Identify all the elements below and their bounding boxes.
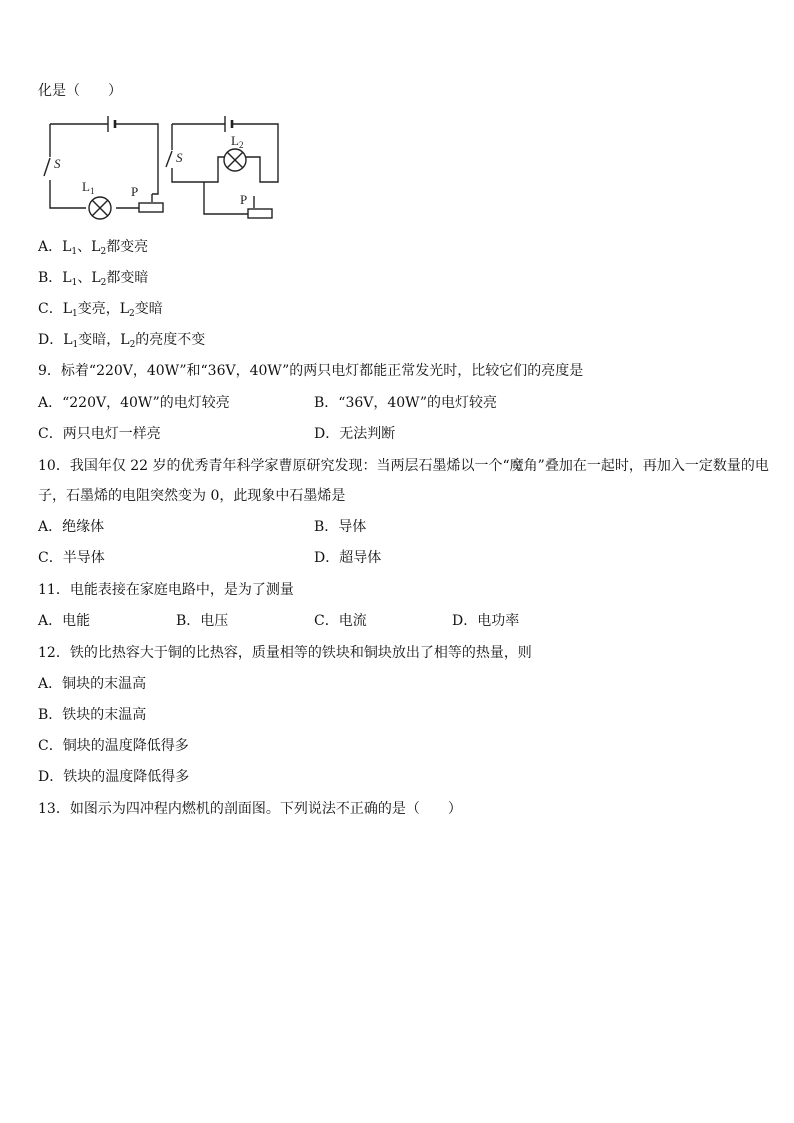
right-rheostat <box>248 209 272 218</box>
left-slider-label: P <box>131 184 139 199</box>
right-lamp-label: L <box>231 133 239 148</box>
left-lamp-subscript: 1 <box>90 186 95 196</box>
q10-option-c: C．半导体 <box>38 550 105 566</box>
q8-option-c <box>38 299 163 324</box>
q12-option-c: C．铜块的温度降低得多 <box>38 738 189 754</box>
option-text: B．L <box>38 270 72 286</box>
q12-option-d: D．铁块的温度降低得多 <box>38 769 190 785</box>
right-switch-label: S <box>176 150 183 165</box>
q8-stem-tail: 化是（ ） <box>38 83 122 99</box>
q10-option-b: B．导体 <box>314 519 367 535</box>
subscript: 1 <box>72 340 79 350</box>
left-switch-lever <box>44 158 50 176</box>
q10-stem-line2: 子，石墨烯的电阻突然变为 0，此现象中石墨烯是 <box>38 488 346 504</box>
option-text: 都变亮 <box>106 239 149 255</box>
q8-option-d <box>38 330 205 355</box>
right-switch-lever <box>166 151 172 167</box>
q12-stem: 12．铁的比热容大于铜的比热容，质量相等的铁块和铜块放出了相等的热量，则 <box>38 645 532 661</box>
q8-option-a <box>38 237 148 262</box>
left-lamp-label: L <box>82 179 90 194</box>
q12-option-b: B．铁块的末温高 <box>38 707 147 723</box>
left-circuit-wires <box>50 124 158 208</box>
subscript: 2 <box>129 340 136 350</box>
left-rheostat <box>139 203 163 212</box>
q9-option-b: B．“36V，40W”的电灯较亮 <box>314 395 497 411</box>
q10-option-d: D．超导体 <box>314 550 382 566</box>
subscript: 1 <box>71 278 78 288</box>
subscript: 1 <box>72 309 78 319</box>
option-text: 都变暗 <box>106 270 149 286</box>
q11-option-d: D．电功率 <box>452 613 520 629</box>
q8-circuit-figure <box>40 112 290 220</box>
option-text: D．L <box>38 332 73 348</box>
q11-option-a: A．电能 <box>38 613 91 629</box>
option-text: A．L <box>38 239 72 255</box>
option-text: C．L <box>38 301 73 317</box>
right-circuit-wires <box>172 124 278 214</box>
q9-option-a: A．“220V，40W”的电灯较亮 <box>38 395 230 411</box>
q11-stem: 11．电能表接在家庭电路中，是为了测量 <box>38 582 294 598</box>
option-text: 变暗 <box>134 301 163 317</box>
q9-option-d: D．无法判断 <box>314 426 396 442</box>
left-switch-label: S <box>54 156 61 171</box>
q11-option-c: C．电流 <box>314 613 367 629</box>
q12-option-a: A．铜块的末温高 <box>38 676 147 692</box>
right-lamp-subscript: 2 <box>239 140 244 150</box>
q10-option-a: A．绝缘体 <box>38 519 105 535</box>
q13-stem: 13．如图示为四冲程内燃机的剖面图。下列说法不正确的是（ ） <box>38 801 462 817</box>
option-text: 的亮度不变 <box>135 332 206 348</box>
subscript: 2 <box>100 278 107 288</box>
q8-option-b <box>38 268 148 293</box>
option-text: 变亮，L <box>77 301 130 317</box>
option-text: 变暗，L <box>78 332 130 348</box>
q9-stem: 9．标着“220V，40W”和“36V，40W”的两只电灯都能正常发光时，比较它们的亮度是 <box>38 363 584 379</box>
subscript: 2 <box>100 247 107 257</box>
q10-stem-line1: 10．我国年仅 22 岁的优秀青年科学家曹原研究发现：当两层石墨烯以一个“魔角”叠加在一起时，再加入一定数量的电 <box>38 458 769 474</box>
option-text: 、L <box>77 270 101 286</box>
subscript: 2 <box>129 309 135 319</box>
q11-option-b: B．电压 <box>176 613 229 629</box>
option-text: 、L <box>77 239 101 255</box>
subscript: 1 <box>71 247 78 257</box>
q9-option-c: C．两只电灯一样亮 <box>38 426 161 442</box>
right-slider-label: P <box>240 192 248 207</box>
